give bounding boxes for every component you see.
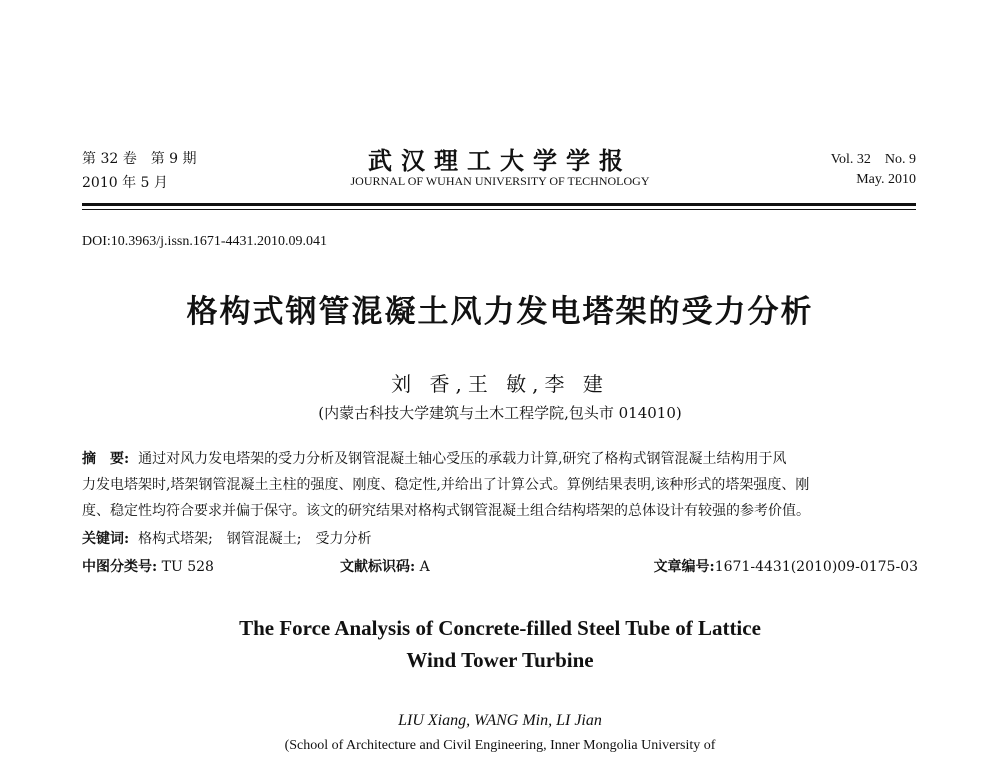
paper-title-en [239,612,761,676]
abstract-label: 摘 要: [82,451,130,467]
authors-cn: 刘 香,王 敏,李 建 [391,372,609,396]
keywords-text: 格构式塔架; 钢管混凝土; 受力分析 [138,531,372,547]
abstract-line-1: 摘 要: 通过对风力发电塔架的受力分析及钢管混凝土轴心受压的承载力计算,研究了格构式钢管混凝土结构用于风 [82,451,787,467]
title-en-line-1: The Force Analysis of Concrete-filled Steel Tube of Lattice [239,616,761,640]
keywords [82,528,372,548]
authors-en: LIU Xiang, WANG Min, LI Jian [398,712,602,729]
volume-issue: 第 32 卷 第 9 期 [82,151,197,167]
abstract [82,446,918,524]
doc-code-label: 文献标识码: [340,559,416,575]
article-number-label: 文章编号: [653,559,715,575]
article-number-value: 1671-4431(2010)09-0175-03 [714,559,918,575]
date-en: May. 2010 [856,172,916,187]
affiliation-cn: (内蒙古科技大学建筑与土木工程学院,包头市 014010) [318,404,682,422]
header-rule-thick [82,203,916,206]
doi: DOI:10.3963/j.issn.1671-4431.2010.09.041 [82,234,327,249]
abstract-line-3: 度、稳定性均符合要求并偏于保守。该文的研究结果对格构式钢管混凝土组合结构塔架的总体设计有较强的参考价值。 [82,503,810,519]
journal-title-en: JOURNAL OF WUHAN UNIVERSITY OF TECHNOLOGY [350,174,650,188]
abstract-line-2: 力发电塔架时,塔架钢管混凝土主柱的强度、刚度、稳定性,并给出了计算公式。算例结果表明,该种形式的塔架强度、刚 [82,477,810,493]
publication-date: 2010 年 5 月 [82,175,168,191]
affiliation-en: (School of Architecture and Civil Engineering, Inner Mongolia University of [284,738,716,753]
title-en-line-2: Wind Tower Turbine [406,648,594,672]
journal-title-cn: 武汉理工大学学报 [368,146,632,175]
clc-value: TU 528 [161,559,214,575]
volume-number-en: Vol. 32 No. 9 [830,152,916,167]
document-code [340,556,430,576]
paper-title-cn: 格构式钢管混凝土风力发电塔架的受力分析 [186,294,814,330]
clc-label: 中图分类号: [82,559,158,575]
keywords-label: 关键词: [82,531,130,547]
header-rule-thin [82,209,916,210]
clc-number [82,556,214,576]
doc-code-value: A [419,559,430,575]
article-number [654,556,918,576]
